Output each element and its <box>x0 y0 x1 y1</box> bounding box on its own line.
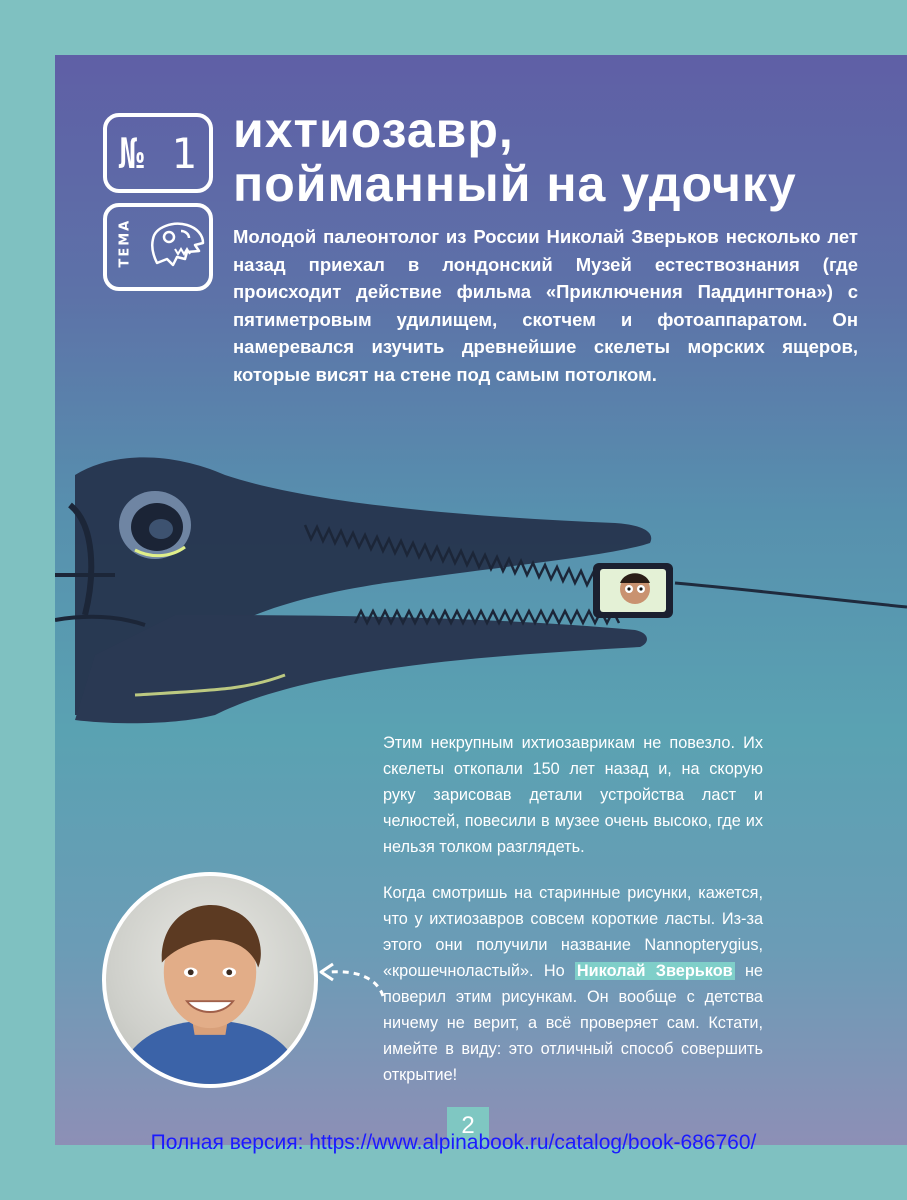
tema-label: ТЕМА <box>117 218 133 268</box>
lead-paragraph: Молодой палеонтолог из России Николай Зверьков несколько лет назад приехал в лондонский Музей естествознания (где происходит действие фильма «Приключения Паддингтона») с пятиметровым удилищем, скотчем и фотоаппаратом. Он намеревался изучить древнейшие скелеты морских ящеров, которые висят на стене под самым потолком. <box>233 226 858 385</box>
title-line-2: пойманный на удочку <box>233 156 797 212</box>
issue-number: № 1 <box>118 128 198 178</box>
camera-phone <box>593 563 673 618</box>
title-line-1: ихтиозавр, <box>233 102 514 158</box>
paragraph2-after: не поверил этим рисункам. Он вообще с детства ничему не верит, а всё проверяет сам. Кстати, имейте в виду: это отличный способ совершить открытие! <box>383 962 763 1084</box>
page-title <box>233 103 797 211</box>
author-photo <box>102 872 318 1088</box>
book-page <box>55 55 907 1145</box>
portrait-drawing <box>106 876 314 1084</box>
issue-number-badge <box>103 113 213 193</box>
dashed-arrow-icon <box>317 960 387 1000</box>
tema-badge <box>103 203 213 291</box>
highlighted-name: Николай Зверьков <box>576 962 733 980</box>
page-number: 2 <box>447 1107 489 1145</box>
full-version-link[interactable]: Полная версия: https://www.alpinabook.ru/catalog/book-686760/ <box>150 1131 757 1154</box>
body-paragraph-2 <box>383 880 763 1088</box>
dino-skull-icon <box>147 219 207 275</box>
paragraph2-before: Когда смотришь на старинные рисунки, кажется, что у ихтиозавров совсем короткие ласты. Из-за этого они получили название Nannopterygius, «крошечноластый». Но <box>383 884 763 980</box>
body-paragraph-1: Этим некрупным ихтиозаврикам не повезло. Их скелеты откопали 150 лет назад и, на скорую руку зарисовав детали устройства ласт и челюстей, повесили в музее очень высоко, где их нельзя толком разглядеть. <box>383 734 763 856</box>
